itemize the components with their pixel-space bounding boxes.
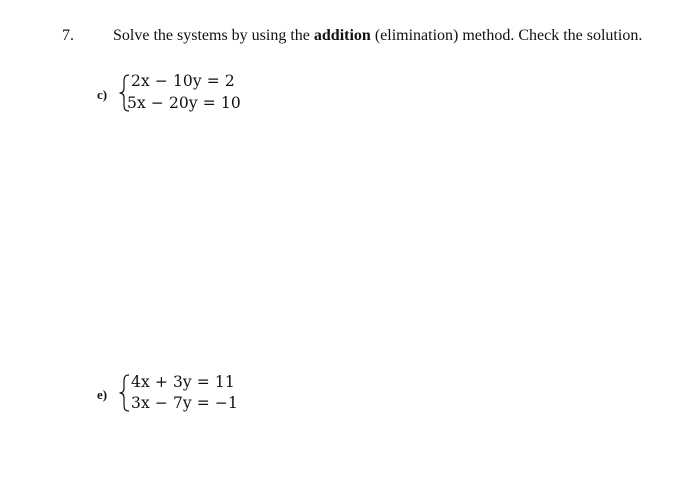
question-number: 7. bbox=[62, 27, 74, 44]
part-c-equation-2: 5x − 20y = 10 bbox=[127, 94, 241, 112]
part-e-label: e) bbox=[97, 387, 108, 402]
part-c-equation-1: 2x − 10y = 2 bbox=[131, 72, 235, 90]
instruction-text-before: Solve the systems by using the bbox=[113, 27, 314, 44]
part-e-equation-1: 4x + 3y = 11 bbox=[131, 373, 235, 391]
instruction-text-after: (elimination) method. Check the solution. bbox=[370, 27, 643, 44]
instruction-bold-word: addition bbox=[313, 27, 371, 44]
part-c-label: c) bbox=[97, 87, 108, 102]
part-e-brace bbox=[118, 374, 132, 412]
question-instruction bbox=[113, 27, 642, 45]
part-e-equation-2: 3x − 7y = −1 bbox=[131, 394, 238, 412]
